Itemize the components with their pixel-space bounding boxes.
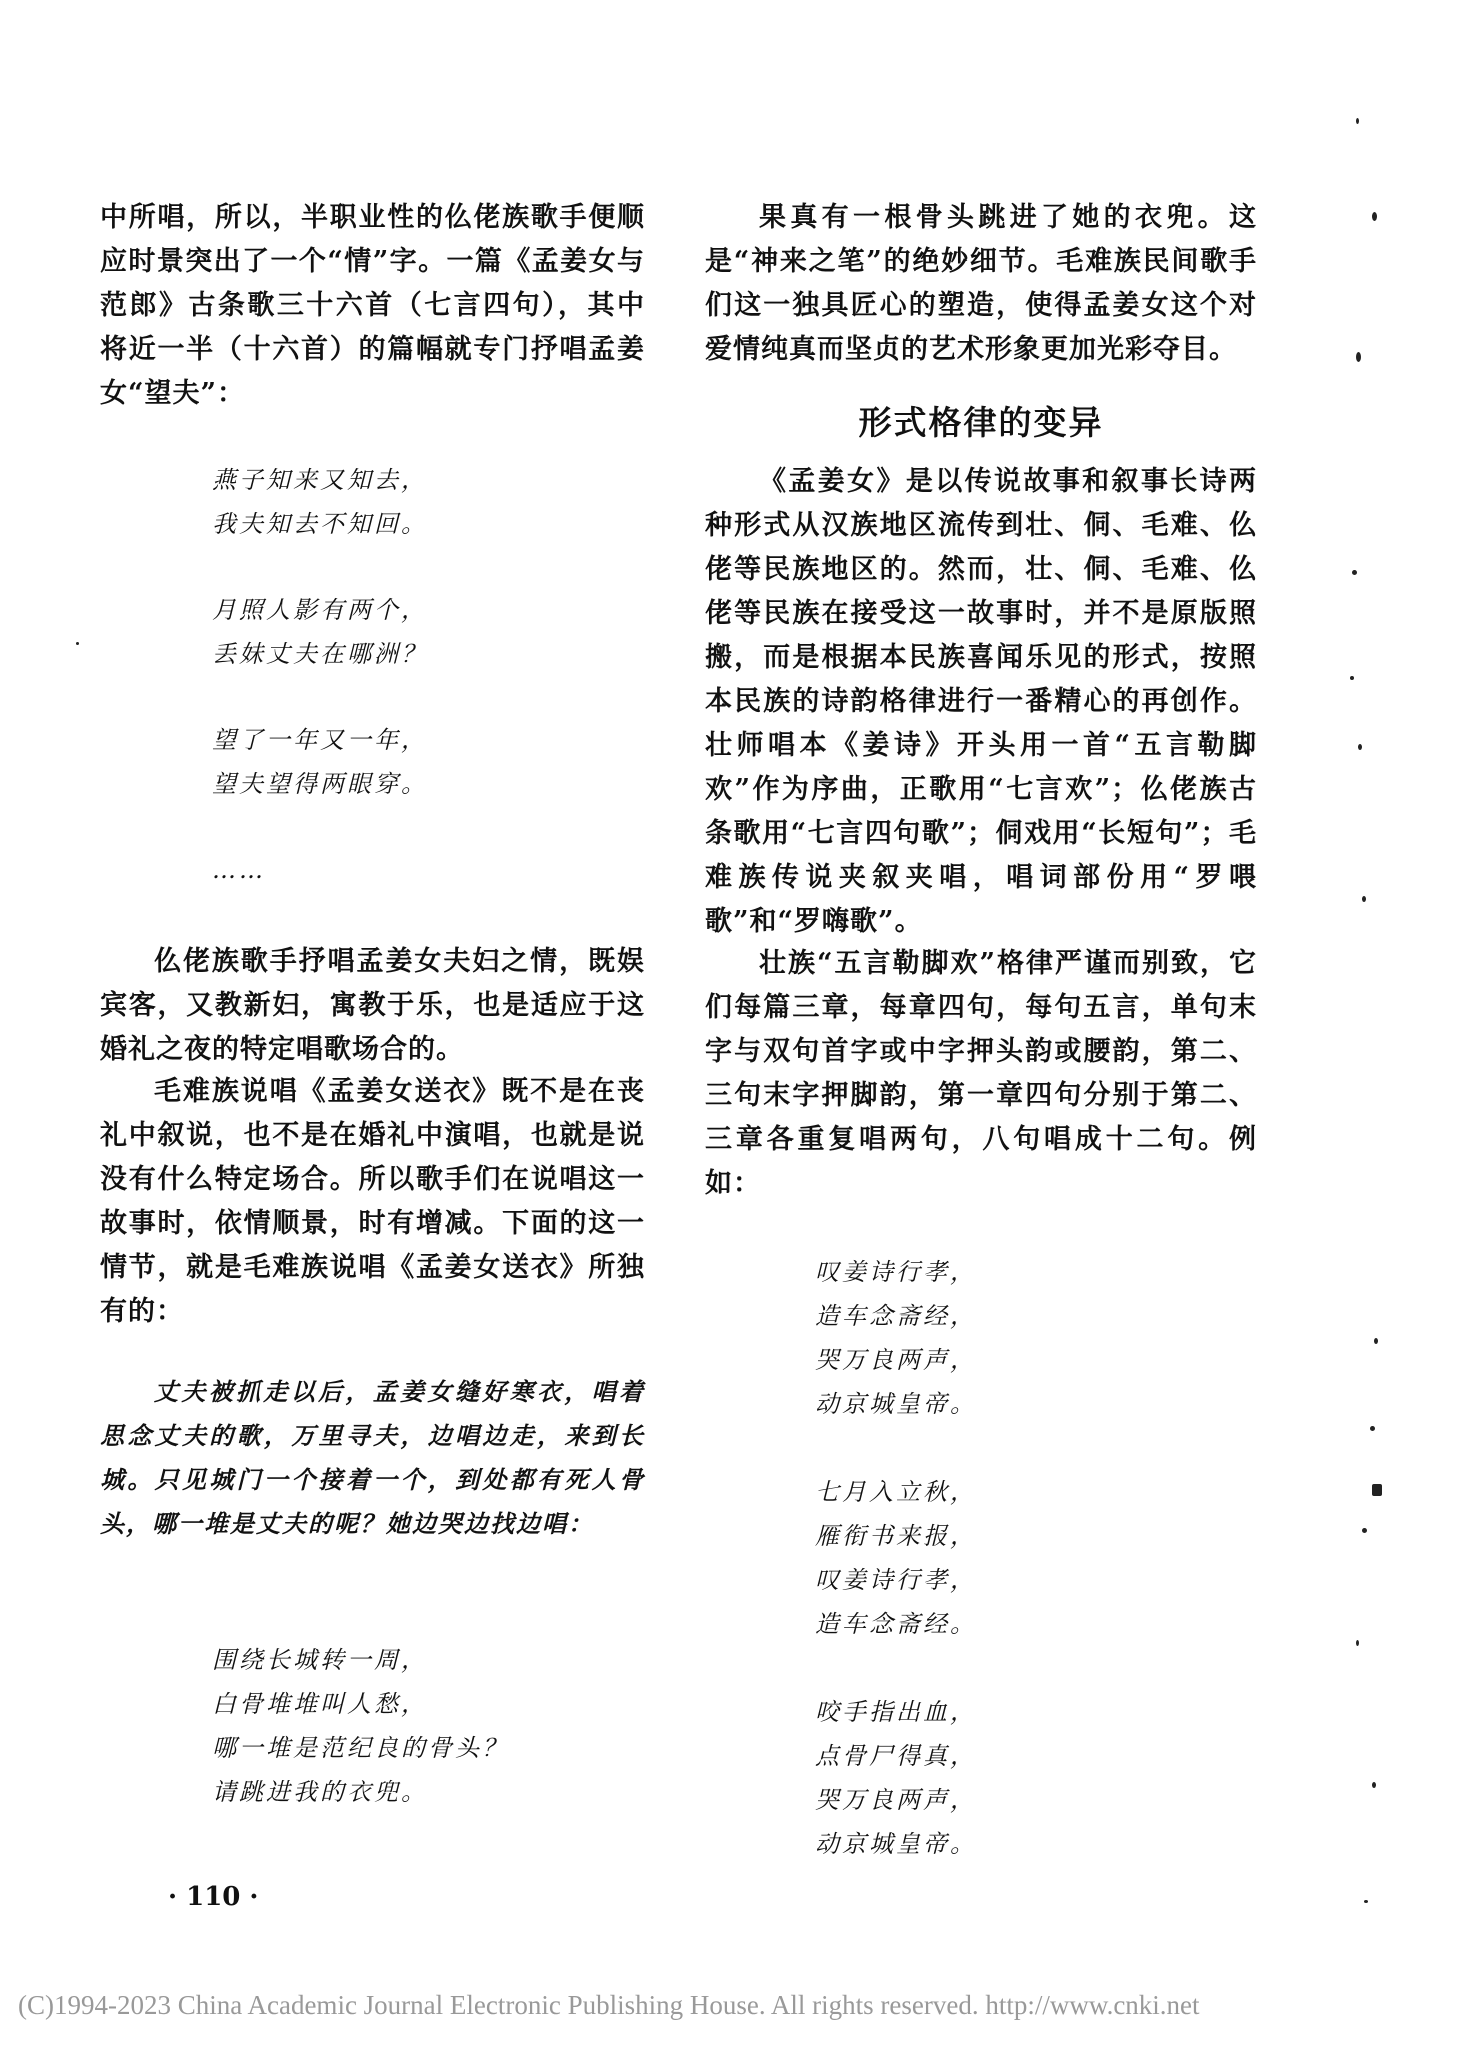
scan-speck [1356, 118, 1359, 124]
verse-line: 造车念斋经， [815, 1302, 977, 1330]
scan-speck [1352, 570, 1357, 575]
verse-jiang-shi [815, 1250, 977, 1426]
scan-speck [1362, 896, 1366, 902]
verse-line: 月照人影有两个， [212, 596, 428, 624]
paragraph-right-1: 果真有一根骨头跳进了她的衣兜。这是“神来之笔”的绝妙细节。毛难族民间歌手们这一独具匠心的塑造，使得孟姜女这个对爱情纯真而坚贞的艺术形象更加光彩夺目。 [705, 202, 1257, 365]
verse-line: 造车念斋经。 [815, 1610, 977, 1638]
scan-speck [1372, 1782, 1376, 1788]
verse-line: 叹姜诗行孝， [815, 1566, 977, 1594]
verse-line: 望了一年又一年， [212, 726, 428, 754]
scan-speck [1372, 1484, 1382, 1496]
verse-line: 白骨堆堆叫人愁， [212, 1690, 428, 1718]
verse-line: 雁衔书来报， [815, 1522, 977, 1550]
scan-speck [1362, 1528, 1367, 1533]
scan-speck [1364, 1900, 1368, 1903]
verse-line: 叹姜诗行孝， [815, 1258, 977, 1286]
quoted-prose: 丈夫被抓走以后，孟姜女缝好寒衣，唱着思念丈夫的歌，万里寻夫，边唱边走，来到长城。只见城门一个接着一个，到处都有死人骨头，哪一堆是丈夫的呢？她边哭边找边唱： [100, 1377, 645, 1538]
verse-blood [815, 1690, 977, 1866]
paragraph-right-2: 《孟姜女》是以传说故事和叙事长诗两种形式从汉族地区流传到壮、侗、毛难、仫佬等民族地区的。然而，壮、侗、毛难、仫佬等民族在接受这一故事时，并不是原版照搬，而是根据本民族喜闻乐见的形式，按照本民族的诗韵格律进行一番精心的再创作。壮师唱本《姜诗》开头用一首“五言勒脚欢”作为序曲，正歌用“七言欢”；仫佬族古条歌用“七言四句歌”；侗戏用“长短句”；毛难族传说夹叙夹唱，唱词部份用“罗喂歌”和“罗嗨歌”。 [705, 466, 1257, 937]
verse-line: 七月入立秋， [815, 1478, 977, 1506]
verse-moon [212, 588, 428, 676]
paragraph-left-1: 中所唱，所以，半职业性的仫佬族歌手便顺应时景突出了一个“情”字。一篇《孟姜女与范郎》古条歌三十六首（七言四句），其中将近一半（十六首）的篇幅就专门抒唱孟姜女“望夫”： [100, 202, 645, 409]
scan-speck [1374, 1338, 1378, 1344]
verse-great-wall [212, 1638, 509, 1814]
verse-line: 动京城皇帝。 [815, 1390, 977, 1418]
verse-autumn [815, 1470, 977, 1646]
verse-line: 丢妹丈夫在哪洲？ [212, 640, 428, 668]
paragraph-right-3: 壮族“五言勒脚欢”格律严谨而别致，它们每篇三章，每章四句，每句五言，单句末字与双句首字或中字押头韵或腰韵，第二、三句末字押脚韵，第一章四句分别于第二、三章各重复唱两句，八句唱成十二句。例如： [705, 948, 1257, 1199]
verse-line: 哭万良两声， [815, 1786, 977, 1814]
verse-line: 我夫知去不知回。 [212, 510, 428, 538]
paragraph-left-3: 毛难族说唱《孟姜女送衣》既不是在丧礼中叙说，也不是在婚礼中演唱，也就是说没有什么特定场合。所以歌手们在说唱这一故事时，依情顺景，时有增减。下面的这一情节，就是毛难族说唱《孟姜女送衣》所独有的： [100, 1076, 645, 1327]
scan-speck [1372, 212, 1377, 221]
scan-speck [1370, 1426, 1375, 1431]
copyright-footer: (C)1994-2023 China Academic Journal Electronic Publishing House. All rights reserved. http://www.cnki.net [18, 1990, 1200, 2020]
verse-line: 动京城皇帝。 [815, 1830, 977, 1858]
verse-line: 燕子知来又知去， [212, 466, 428, 494]
verse-line: 哪一堆是范纪良的骨头？ [212, 1734, 509, 1762]
page-number: · 110 · [168, 1882, 259, 1912]
verse-line: 望夫望得两眼穿。 [212, 770, 428, 798]
scan-speck [1358, 744, 1362, 750]
verse-line: 咬手指出血， [815, 1698, 977, 1726]
scan-speck [76, 642, 79, 645]
verse-longing [212, 718, 428, 806]
section-heading: 形式格律的变异 [858, 403, 1104, 442]
paragraph-left-2: 仫佬族歌手抒唱孟姜女夫妇之情，既娱宾客，又教新妇，寓教于乐，也是适应于这婚礼之夜的特定唱歌场合的。 [100, 946, 645, 1065]
ellipsis: …… [212, 856, 266, 884]
scan-speck [1356, 352, 1361, 362]
scan-speck [1356, 1640, 1359, 1646]
verse-line: 围绕长城转一周， [212, 1646, 428, 1674]
verse-line: 点骨尸得真， [815, 1742, 977, 1770]
scan-speck [1350, 676, 1354, 680]
verse-line: 请跳进我的衣兜。 [212, 1778, 428, 1806]
verse-swallow [212, 458, 428, 546]
verse-line: 哭万良两声， [815, 1346, 977, 1374]
